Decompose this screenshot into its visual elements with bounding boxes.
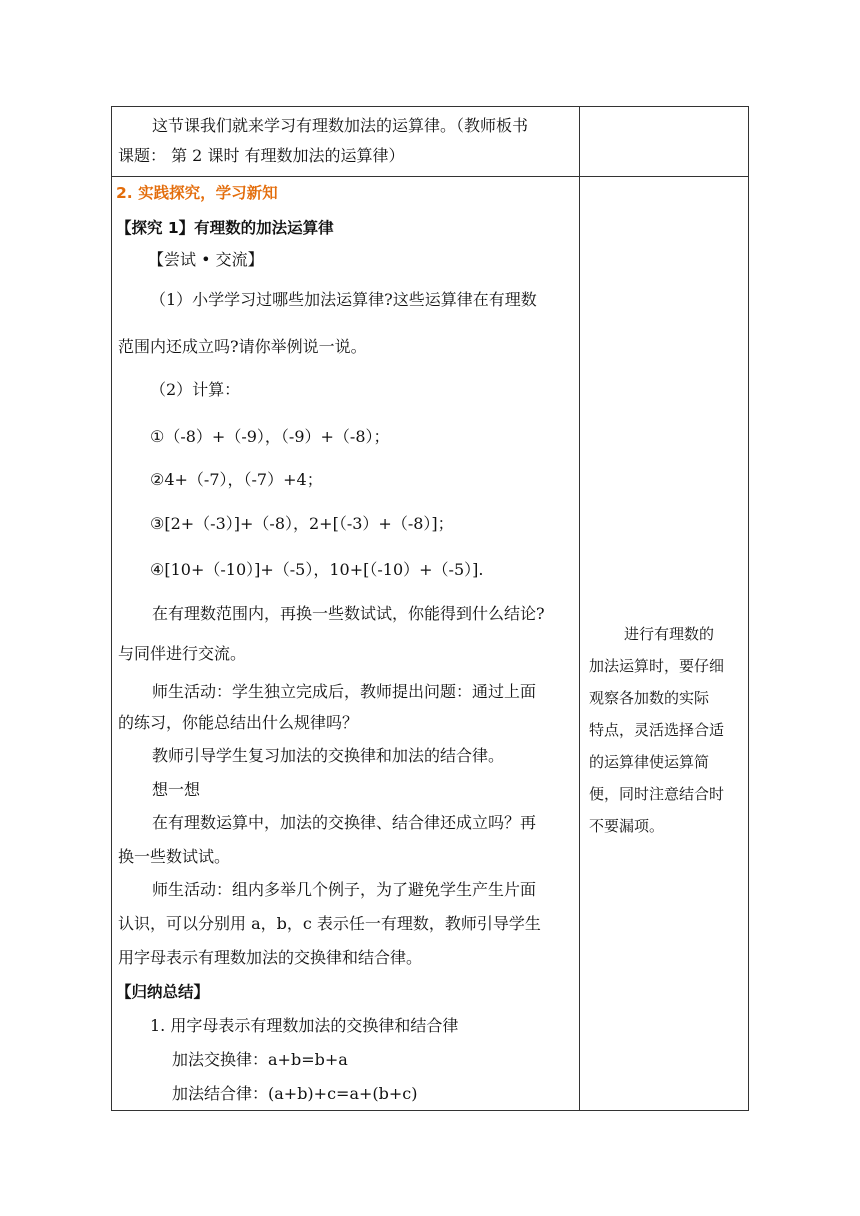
intro-line-2: 课题： 第 2 课时 有理数加法的运算律）: [118, 146, 405, 165]
calc-3: ③[2+（-3）]+（-8），2+[（-3）+（-8）]；: [150, 514, 454, 533]
question-1-line-2: 范围内还成立吗?请你举例说一说。: [118, 337, 367, 356]
paragraph-2-line-1: 师生活动：学生独立完成后，教师提出问题：通过上面: [152, 682, 537, 701]
note-line-2: 加法运算时，要仔细: [589, 657, 725, 675]
note-line-4: 特点，灵活选择合适: [589, 721, 725, 739]
law-associative: 加法结合律：(a+b)+c=a+(b+c): [172, 1084, 418, 1103]
row-divider: [112, 176, 748, 177]
note-line-3: 观察各加数的实际: [589, 689, 710, 707]
paragraph-4-line-2: 换一些数试试。: [118, 847, 231, 866]
note-line-6: 便，同时注意结合时: [589, 785, 725, 803]
paragraph-5-line-2: 认识，可以分别用 a，b，c 表示任一有理数，教师引导学生: [118, 914, 541, 933]
question-2: （2）计算：: [150, 380, 241, 399]
calc-4: ④[10+（-10）]+（-5），10+[（-10）+（-5）].: [150, 560, 484, 579]
paragraph-1-line-2: 与同伴进行交流。: [118, 644, 247, 663]
think-label: 想一想: [152, 780, 201, 799]
paragraph-4-line-1: 在有理数运算中，加法的交换律、结合律还成立吗？再: [152, 813, 537, 832]
summary-item-1: 1. 用字母表示有理数加法的交换律和结合律: [150, 1016, 459, 1035]
law-commutative: 加法交换律：a+b=b+a: [172, 1050, 348, 1069]
note-line-5: 的运算律使运算简: [589, 753, 710, 771]
calc-1: ①（-8）+（-9），（-9）+（-8）；: [150, 427, 390, 446]
section-heading: 2. 实践探究，学习新知: [116, 184, 278, 202]
try-label: 【尝试 • 交流】: [148, 250, 264, 269]
paragraph-3: 教师引导学生复习加法的交换律和加法的结合律。: [152, 746, 505, 765]
paragraph-1-line-1: 在有理数范围内，再换一些数试试，你能得到什么结论?: [152, 604, 545, 623]
intro-line-1: 这节课我们就来学习有理数加法的运算律。（教师板书: [152, 116, 529, 135]
paragraph-5-line-1: 师生活动：组内多举几个例子，为了避免学生产生片面: [152, 880, 537, 899]
note-line-1: 进行有理数的: [624, 625, 715, 643]
question-1-line-1: （1）小学学习过哪些加法运算律?这些运算律在有理数: [150, 290, 537, 309]
summary-title: 【归纳总结】: [116, 983, 210, 1001]
explore-title: 【探究 1】有理数的加法运算律: [116, 219, 334, 237]
paragraph-2-line-2: 的练习，你能总结出什么规律吗？: [118, 713, 359, 732]
column-divider: [579, 107, 580, 1110]
note-line-7: 不要漏项。: [589, 817, 665, 835]
paragraph-5-line-3: 用字母表示有理数加法的交换律和结合律。: [118, 948, 423, 967]
calc-2: ②4+（-7），（-7）+4；: [150, 470, 323, 489]
